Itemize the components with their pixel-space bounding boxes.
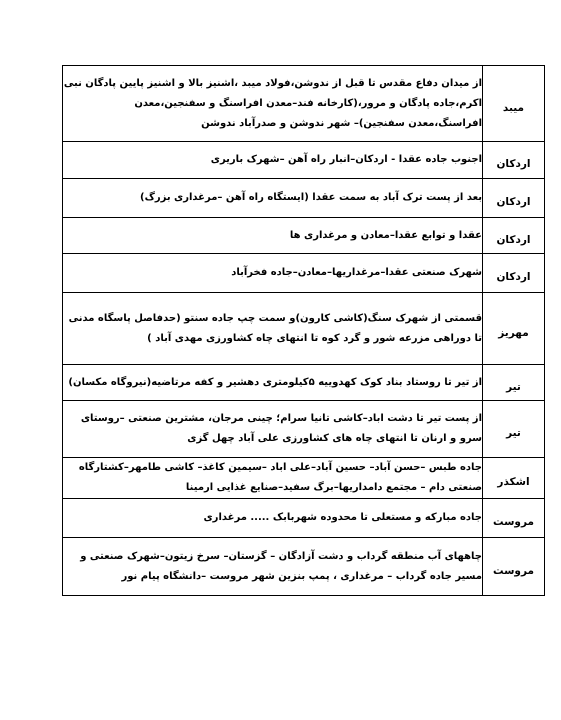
city-cell xyxy=(483,538,545,596)
table-row xyxy=(63,254,545,293)
city-label: اشکذر xyxy=(497,476,530,488)
city-label: میبد xyxy=(502,101,525,114)
city-label: مروست xyxy=(492,516,534,528)
city-label: اردکان xyxy=(496,158,531,170)
table-row xyxy=(63,365,545,401)
city-label: مهریز xyxy=(498,326,529,339)
city-cell xyxy=(483,365,545,401)
description-cell: جاده مبارکه و مستعلی تا محدوده شهربابک ..... مرغداری xyxy=(63,499,483,538)
city-label: تیر xyxy=(506,427,521,439)
city-cell xyxy=(483,66,545,142)
city-cell xyxy=(483,179,545,218)
description-cell: چاههای آب منطقه گرداب و دشت آزادگان – گزستان– سرخ زیتون–شهرک صنعتی و مسیر جاده گرداب – مرغداری ، پمپ بنزین شهر مروست –دانشگاه پیام نور xyxy=(63,538,483,596)
table-row xyxy=(63,458,545,499)
table-row xyxy=(63,401,545,458)
table-row xyxy=(63,218,545,254)
city-cell xyxy=(483,458,545,499)
description-cell: از میدان دفاع مقدس تا قبل از ندوشن،فولاد میبد ،اشنیز بالا و اشنیز پایین پادگان نبی اکرم،جاده پادگان و مرور،(کارخانه فند–معدن افراسنگ و سفنجین،معدن افراسنگ،معدن سفنجین)– شهر ندوشن و صدرآباد ندوشن xyxy=(63,66,483,142)
city-cell xyxy=(483,401,545,458)
description-cell: از تیر تا روستاد بناد کوک کهدوییه ۵کیلومتری دهشیر و کفه مرتاضیه(نیروگاه مکسان) xyxy=(63,365,483,401)
city-label: اردکان xyxy=(496,233,531,246)
description-cell: شهرک صنعتی عقدا–مرغداریها–معادن–جاده فخرآباد xyxy=(63,254,483,293)
city-cell xyxy=(483,254,545,293)
table-row xyxy=(63,499,545,538)
city-label: تیر xyxy=(506,380,521,393)
description-cell: اجنوب جاده عقدا - اردکان–انبار راه آهن –شهرک باریری xyxy=(63,142,483,179)
description-cell: عقدا و توابع عقدا–معادن و مرغداری ها xyxy=(63,218,483,254)
city-label: اردکان xyxy=(496,271,531,283)
description-cell: جاده طبس –حسن آباد– حسین آباد–علی اباد –سیمین کاغذ– کاشی طامهر–کشتارگاه صنعتی دام – مجتمع دامداریها–برگ سفید–صنایع غذایی ارمینا xyxy=(63,458,483,499)
city-cell xyxy=(483,293,545,365)
table-row xyxy=(63,179,545,218)
city-label: مروست xyxy=(492,564,534,577)
table-row xyxy=(63,538,545,596)
city-cell xyxy=(483,218,545,254)
table-row xyxy=(63,142,545,179)
table-row xyxy=(63,293,545,365)
table-row xyxy=(63,66,545,142)
city-label: اردکان xyxy=(496,196,531,208)
description-cell: بعد از پست ترک آباد به سمت عقدا (ایستگاه راه آهن –مرغداری بزرگ) xyxy=(63,179,483,218)
region-table xyxy=(62,65,545,596)
description-cell: قسمتی از شهرک سنگ(کاشی کارون)و سمت چپ جاده سنتو (حدفاصل پاسگاه مدنی تا دوراهی مزرعه شور و گرد کوه تا انتهای چاه کشاورزی مهدی آباد ) xyxy=(63,293,483,365)
city-cell xyxy=(483,142,545,179)
description-cell: از پست تیر تا دشت اباد–کاشی تانیا سرام؛ چینی مرجان، مشترین صنعتی –روستای سرو و ارنان تا انتهای چاه های کشاورزی علی آباد چهل گزی xyxy=(63,401,483,458)
city-cell xyxy=(483,499,545,538)
